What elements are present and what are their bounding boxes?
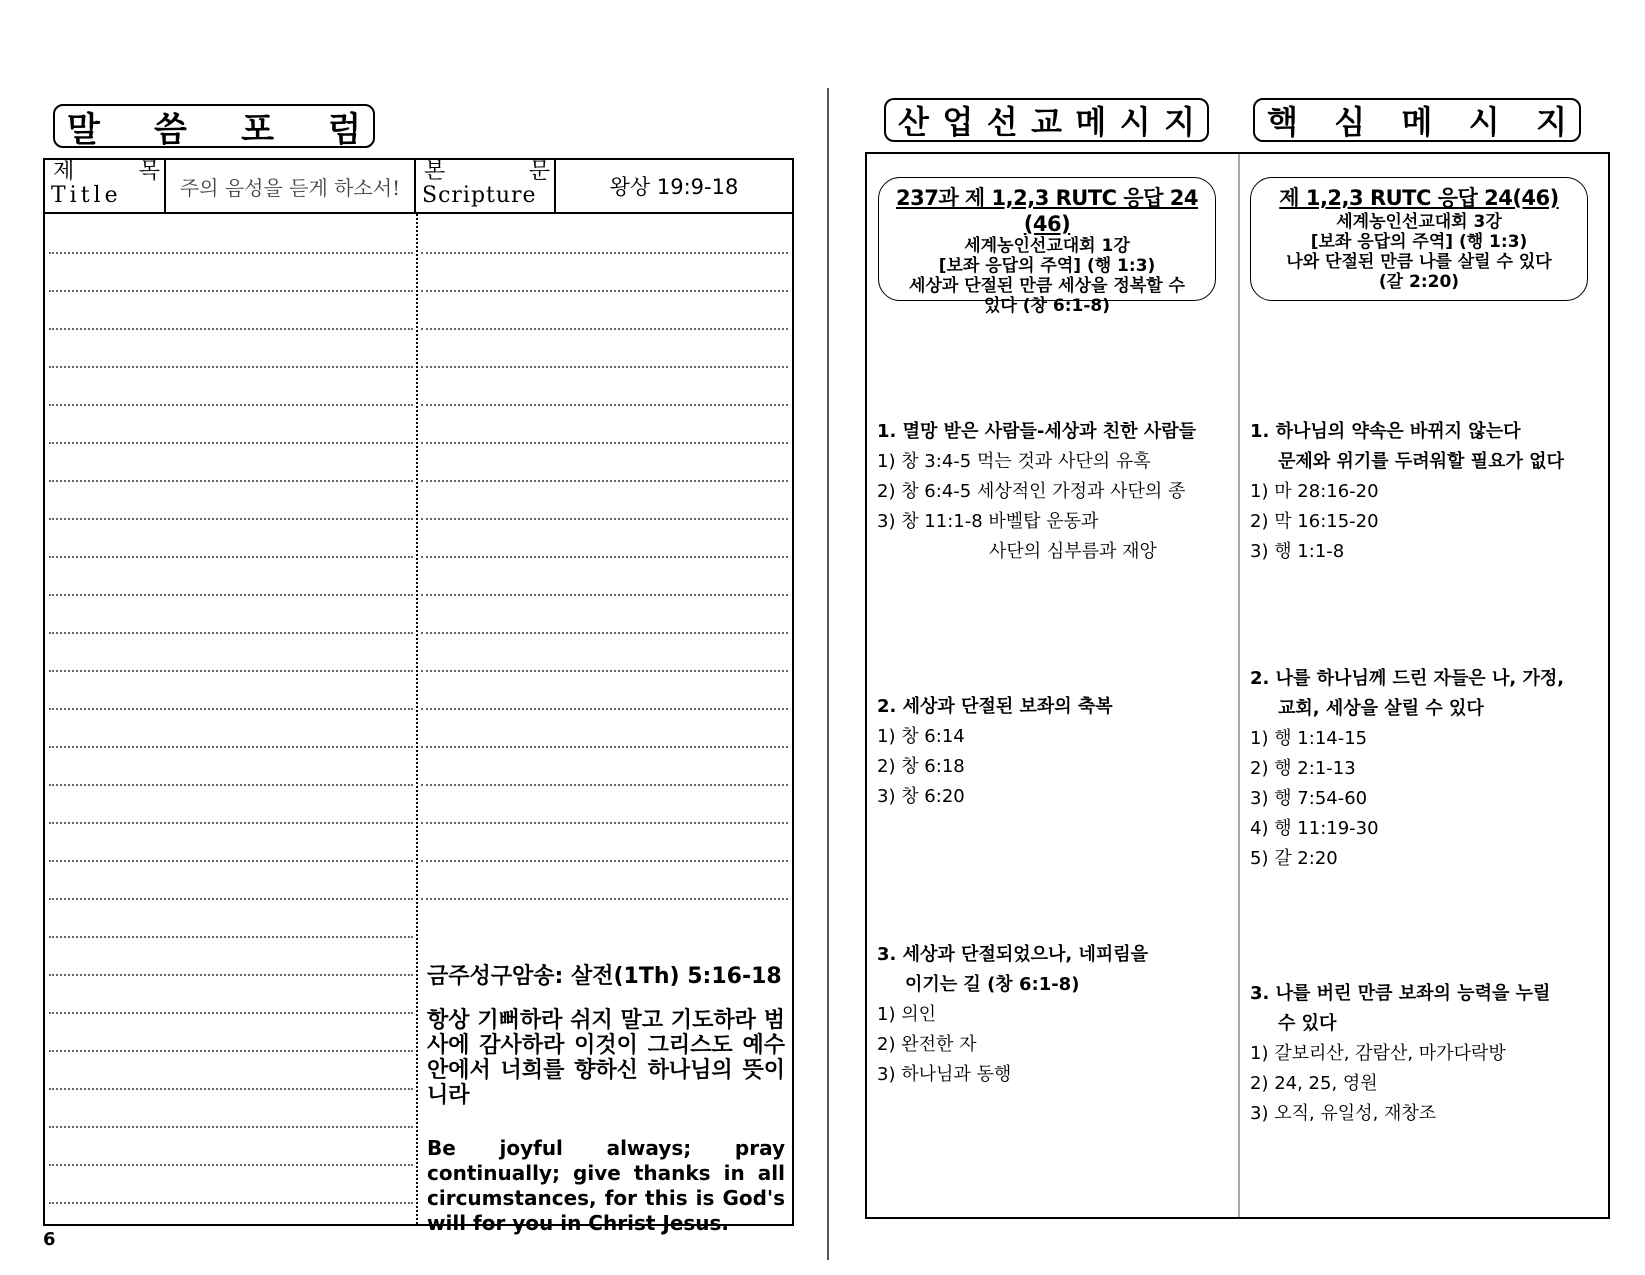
header-char: 선: [986, 103, 1018, 141]
header-char: 교: [1031, 103, 1062, 141]
point-item: 3) 하나님과 동행: [877, 1064, 1012, 1085]
industrial-mission-column: [867, 154, 1238, 1217]
header-char: 지: [1536, 103, 1567, 141]
point-item: 3) 창 11:1-8 바벨탑 운동과: [877, 511, 1099, 532]
scripture-label-ko: 문: [528, 159, 550, 184]
point-section: [877, 940, 1232, 1090]
point-item: 3) 창 6:20: [877, 786, 965, 807]
memory-verse-korean: 항상 기뻐하라 쉬지 말고 기도하라 범사에 감사하라 이것이 그리스도 예수 안에서 너희를 향하신 하나님의 뜻이니라: [427, 1008, 785, 1108]
lecture-bubble: [878, 177, 1216, 316]
lecture-line: 있다 (창 6:1-8): [984, 296, 1110, 316]
note-line: [49, 1088, 413, 1090]
note-line: [49, 1164, 413, 1166]
header-char: 산: [898, 103, 929, 141]
header-char: 업: [942, 103, 974, 141]
point-section: [1250, 417, 1604, 567]
scripture-label-en: Scripture: [422, 183, 537, 208]
note-line: [49, 556, 413, 558]
note-line: [421, 898, 788, 900]
title-value-cell[interactable]: [166, 160, 416, 212]
point-item: 3) 오직, 유일성, 재창조: [1250, 1103, 1437, 1124]
point-item: 1) 행 1:14-15: [1250, 728, 1368, 749]
note-line: [49, 860, 413, 862]
scripture-label-ko: 본: [424, 159, 446, 184]
note-line: [49, 442, 413, 444]
point-item: 2) 완전한 자: [877, 1034, 977, 1055]
note-line: [421, 556, 788, 558]
point-item: 1) 의인: [877, 1004, 936, 1025]
header-char: 메: [1075, 103, 1107, 141]
note-line: [421, 366, 788, 368]
header-char: 심: [1334, 103, 1366, 141]
notes-area[interactable]: [45, 214, 792, 1235]
note-line: [49, 1012, 413, 1014]
note-line: [49, 708, 413, 710]
note-line: [421, 822, 788, 824]
header-char: 시: [1468, 103, 1500, 141]
point-item: 1) 창 3:4-5 먹는 것과 사단의 유혹: [877, 451, 1151, 472]
key-message-column: [1240, 154, 1610, 1217]
point-section: [1250, 979, 1604, 1129]
note-line: [49, 404, 413, 406]
point-item: 1) 창 6:14: [877, 726, 965, 747]
note-line: [421, 404, 788, 406]
point-item: 5) 갈 2:20: [1250, 848, 1338, 869]
note-line: [421, 328, 788, 330]
note-line: [49, 252, 413, 254]
memory-verse-english: Be joyful always; pray continually; give thanks in all circumstances, for this is God's will for you in Christ Jesus.: [427, 1136, 785, 1235]
note-line: [421, 708, 788, 710]
lecture-line: 세계농인선교대회 1강: [964, 236, 1130, 256]
note-line: [421, 480, 788, 482]
note-line: [49, 366, 413, 368]
point-item: 2) 막 16:15-20: [1250, 511, 1379, 532]
title-label-cell: [45, 160, 166, 212]
point-section: [877, 692, 1232, 812]
header-char: 말: [67, 109, 100, 150]
note-line: [421, 860, 788, 862]
note-line: [49, 290, 413, 292]
header-char: 시: [1119, 103, 1151, 141]
lecture-line: [보좌 응답의 주역] (행 1:3): [1310, 232, 1528, 252]
point-item: 1) 갈보리산, 감람산, 마가다락방: [1250, 1043, 1506, 1064]
sermon-header-row: [45, 160, 792, 214]
point-title-continued: 교회, 세상을 살릴 수 있다: [1278, 698, 1484, 719]
note-line: [49, 936, 413, 938]
point-section: [1250, 664, 1604, 874]
lecture-line: 나와 단절된 만큼 나를 살릴 수 있다: [1286, 252, 1552, 272]
point-title-continued: 이기는 길 (창 6:1-8): [905, 974, 1080, 995]
scripture-reference: 왕상 19:9-18: [609, 175, 739, 199]
point-item: 3) 행 7:54-60: [1250, 788, 1368, 809]
note-line: [49, 670, 413, 672]
note-line: [49, 746, 413, 748]
point-section: [877, 417, 1232, 567]
lecture-line: 세계농인선교대회 3강: [1336, 212, 1502, 232]
point-title: 3. 나를 버린 만큼 보좌의 능력을 누릴: [1250, 983, 1551, 1004]
scripture-value-cell[interactable]: [556, 160, 792, 212]
note-line: [421, 252, 788, 254]
lecture-line: [보좌 응답의 주역] (행 1:3): [938, 256, 1156, 276]
note-line: [49, 784, 413, 786]
title-label-en: Title: [51, 183, 122, 208]
point-item: 2) 24, 25, 영원: [1250, 1073, 1378, 1094]
point-item: 1) 마 28:16-20: [1250, 481, 1379, 502]
memory-verse-block: [427, 959, 785, 1236]
point-item: 3) 행 1:1-8: [1250, 541, 1345, 562]
note-line: [49, 1126, 413, 1128]
point-title: 2. 나를 하나님께 드린 자들은 나, 가정,: [1250, 668, 1565, 689]
note-line: [421, 746, 788, 748]
lecture-title: 237과 제 1,2,3 RUTC 응답 24 (46): [895, 186, 1198, 236]
header-char: 메: [1401, 103, 1433, 141]
header-char: 포: [241, 109, 274, 150]
point-item: 2) 행 2:1-13: [1250, 758, 1356, 779]
note-line: [49, 974, 413, 976]
word-forum-header: [53, 104, 375, 148]
point-title-continued: 수 있다: [1278, 1013, 1337, 1034]
point-item: 2) 창 6:4-5 세상적인 가정과 사단의 종: [877, 481, 1186, 502]
point-title: 3. 세상과 단절되었으나, 네피림을: [877, 944, 1149, 965]
key-message-header: [1253, 98, 1581, 142]
lecture-bubble: [1250, 177, 1588, 301]
sermon-notes-table: [43, 158, 794, 1235]
note-line: [49, 328, 413, 330]
point-item: 4) 행 11:19-30: [1250, 818, 1379, 839]
title-label-ko: 제: [53, 159, 75, 184]
note-line: [421, 518, 788, 520]
message-table: [865, 152, 1610, 1219]
page-gutter-line: [827, 88, 829, 1260]
header-char: 핵: [1267, 103, 1298, 141]
note-line: [49, 822, 413, 824]
point-title: 1. 하나님의 약속은 바뀌지 않는다: [1250, 421, 1521, 442]
note-line: [49, 632, 413, 634]
point-title-continued: 문제와 위기를 두려워할 필요가 없다: [1278, 451, 1564, 472]
sermon-title: 주의 음성을 듣게 하소서!: [179, 175, 401, 200]
point-title: 2. 세상과 단절된 보좌의 축복: [877, 696, 1113, 717]
header-char: 럼: [328, 109, 361, 150]
title-label-ko: 목: [138, 159, 160, 184]
note-line: [421, 442, 788, 444]
memory-verse-title: 금주성구암송: 살전(1Th) 5:16-18: [427, 964, 782, 989]
point-item: 2) 창 6:18: [877, 756, 965, 777]
note-line: [49, 594, 413, 596]
point-title: 1. 멸망 받은 사람들-세상과 친한 사람들: [877, 421, 1196, 442]
note-line: [421, 784, 788, 786]
note-line: [421, 594, 788, 596]
note-line: [49, 898, 413, 900]
lecture-line: (갈 2:20): [1378, 272, 1460, 292]
note-line: [49, 480, 413, 482]
lecture-title: 제 1,2,3 RUTC 응답 24(46): [1279, 186, 1559, 210]
point-item-continued: 사단의 심부름과 재앙: [989, 541, 1157, 562]
note-line: [49, 1202, 413, 1204]
header-char: 씀: [154, 109, 187, 150]
column-divider: [416, 214, 418, 1224]
note-line: [49, 1050, 413, 1052]
header-char: 지: [1164, 103, 1195, 141]
scripture-label-cell: [416, 160, 556, 212]
lecture-line: 세상과 단절된 만큼 세상을 정복할 수: [909, 276, 1185, 296]
note-line: [421, 632, 788, 634]
note-line: [421, 670, 788, 672]
industrial-mission-header: [884, 98, 1209, 142]
page-number: 6: [43, 1229, 56, 1250]
note-line: [421, 290, 788, 292]
note-line: [49, 518, 413, 520]
